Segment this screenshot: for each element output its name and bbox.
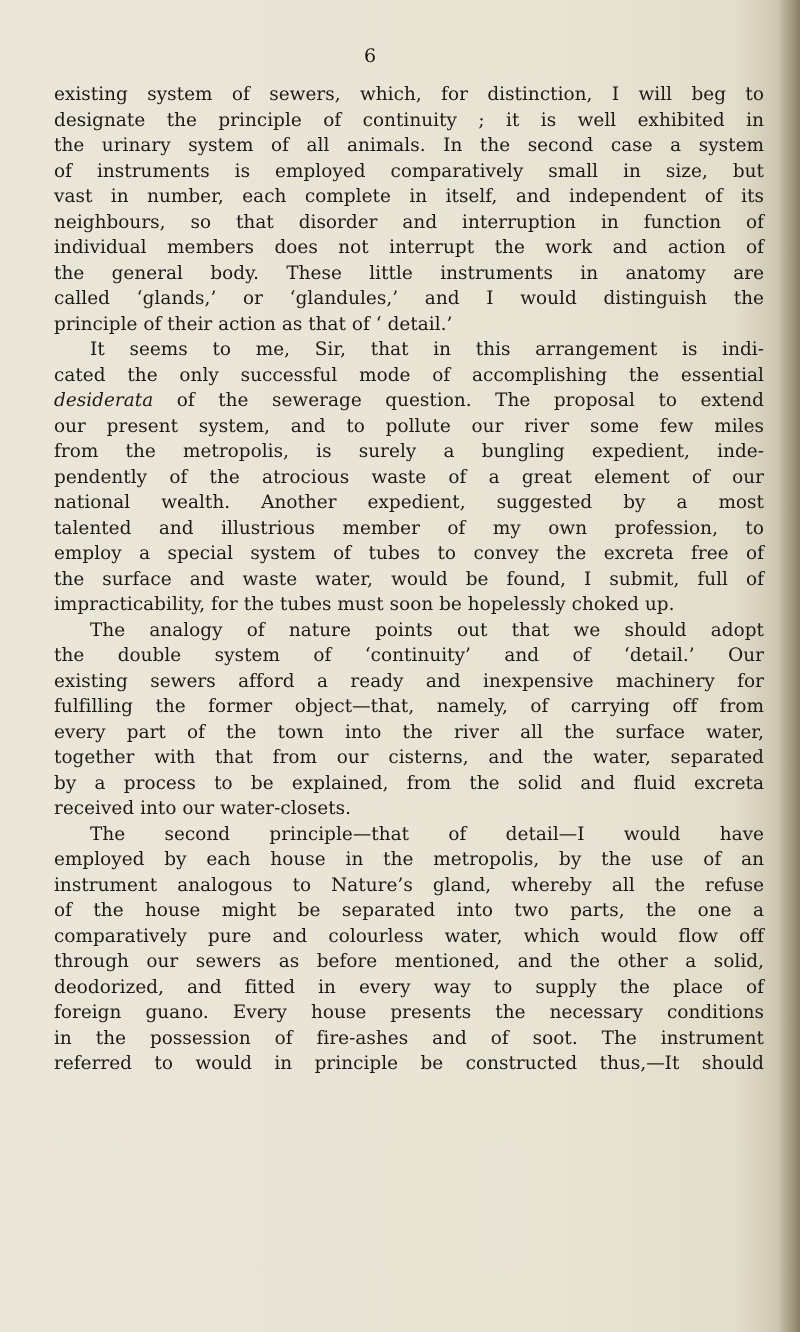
text-line: instrument analogous to Nature’s gland, whereby all the refuse xyxy=(54,874,764,896)
body-text xyxy=(54,82,764,1077)
text-line: national wealth. Another expedient, suggested by a most xyxy=(54,492,764,513)
text-line: of instruments is employed comparatively small in size, but xyxy=(54,160,764,182)
text-line: the double system of ‘continuity’ and of ‘detail.’ Our xyxy=(54,645,764,666)
text-line: the surface and waste water, would be found, I submit, full of xyxy=(54,568,764,590)
text-line: principle of their action as that of ‘ detail.’ xyxy=(54,313,453,335)
text-line: together with that from our cisterns, and the water, separated xyxy=(54,747,764,768)
text-line: The analogy of nature points out that we should adopt xyxy=(90,619,764,641)
binding-shadow xyxy=(778,0,800,1332)
text-line: from the metropolis, is surely a bungling expedient, inde- xyxy=(54,441,764,462)
text-line: through our sewers as before mentioned, and the other a solid, xyxy=(54,951,764,972)
text-line: designate the principle of continuity ; it is well exhibited in xyxy=(54,109,764,131)
text-line: every part of the town into the river all the surface water, xyxy=(54,721,764,743)
text-line: called ‘glands,’ or ‘glandules,’ and I would distinguish the xyxy=(54,288,764,309)
page-number: 6 xyxy=(363,45,377,67)
text-line: individual members does not interrupt the work and action of xyxy=(54,237,764,258)
text-line xyxy=(54,388,764,414)
text-line: comparatively pure and colourless water, which would flow off xyxy=(54,925,764,947)
text-line: vast in number, each complete in itself, and independent of its xyxy=(54,186,764,207)
text-line: pendently of the atrocious waste of a great element of our xyxy=(54,466,764,488)
text-line: The second principle—that of detail—I would have xyxy=(90,823,764,845)
text-line: received into our water-closets. xyxy=(54,798,352,819)
text-line: our present system, and to pollute our river some few miles xyxy=(54,415,764,437)
text-line: employed by each house in the metropolis, by the use of an xyxy=(54,849,764,870)
text-line: the general body. These little instruments in anatomy are xyxy=(54,262,764,284)
text-line: cated the only successful mode of accomplishing the essential xyxy=(54,364,764,386)
italic-term: desiderata xyxy=(54,390,154,411)
text-line: existing system of sewers, which, for distinction, I will beg to xyxy=(54,84,764,105)
text-line: of the house might be separated into two parts, the one a xyxy=(54,900,764,921)
text-line: by a process to be explained, from the solid and fluid excreta xyxy=(54,772,764,794)
text-line: in the possession of fire-ashes and of soot. The instrument xyxy=(54,1027,764,1049)
text-line: impracticability, for the tubes must soon be hopelessly choked up. xyxy=(54,594,675,615)
text-line: existing sewers afford a ready and inexpensive machinery for xyxy=(54,670,764,692)
text-line: fulfilling the former object—that, namely, of carrying off from xyxy=(54,696,764,717)
text-line: It seems to me, Sir, that in this arrangement is indi- xyxy=(90,339,764,360)
text-line: talented and illustrious member of my own profession, to xyxy=(54,517,764,539)
text-line: foreign guano. Every house presents the necessary conditions xyxy=(54,1002,764,1023)
text-line: deodorized, and fitted in every way to supply the place of xyxy=(54,976,764,998)
text-line: neighbours, so that disorder and interruption in function of xyxy=(54,211,764,233)
text-line-rest: of the sewerage question. The proposal to extend xyxy=(153,390,764,411)
text-line: referred to would in principle be constructed thus,—It should xyxy=(54,1053,764,1074)
text-line: the urinary system of all animals. In the second case a system xyxy=(54,135,764,156)
text-line: employ a special system of tubes to convey the excreta free of xyxy=(54,543,764,564)
